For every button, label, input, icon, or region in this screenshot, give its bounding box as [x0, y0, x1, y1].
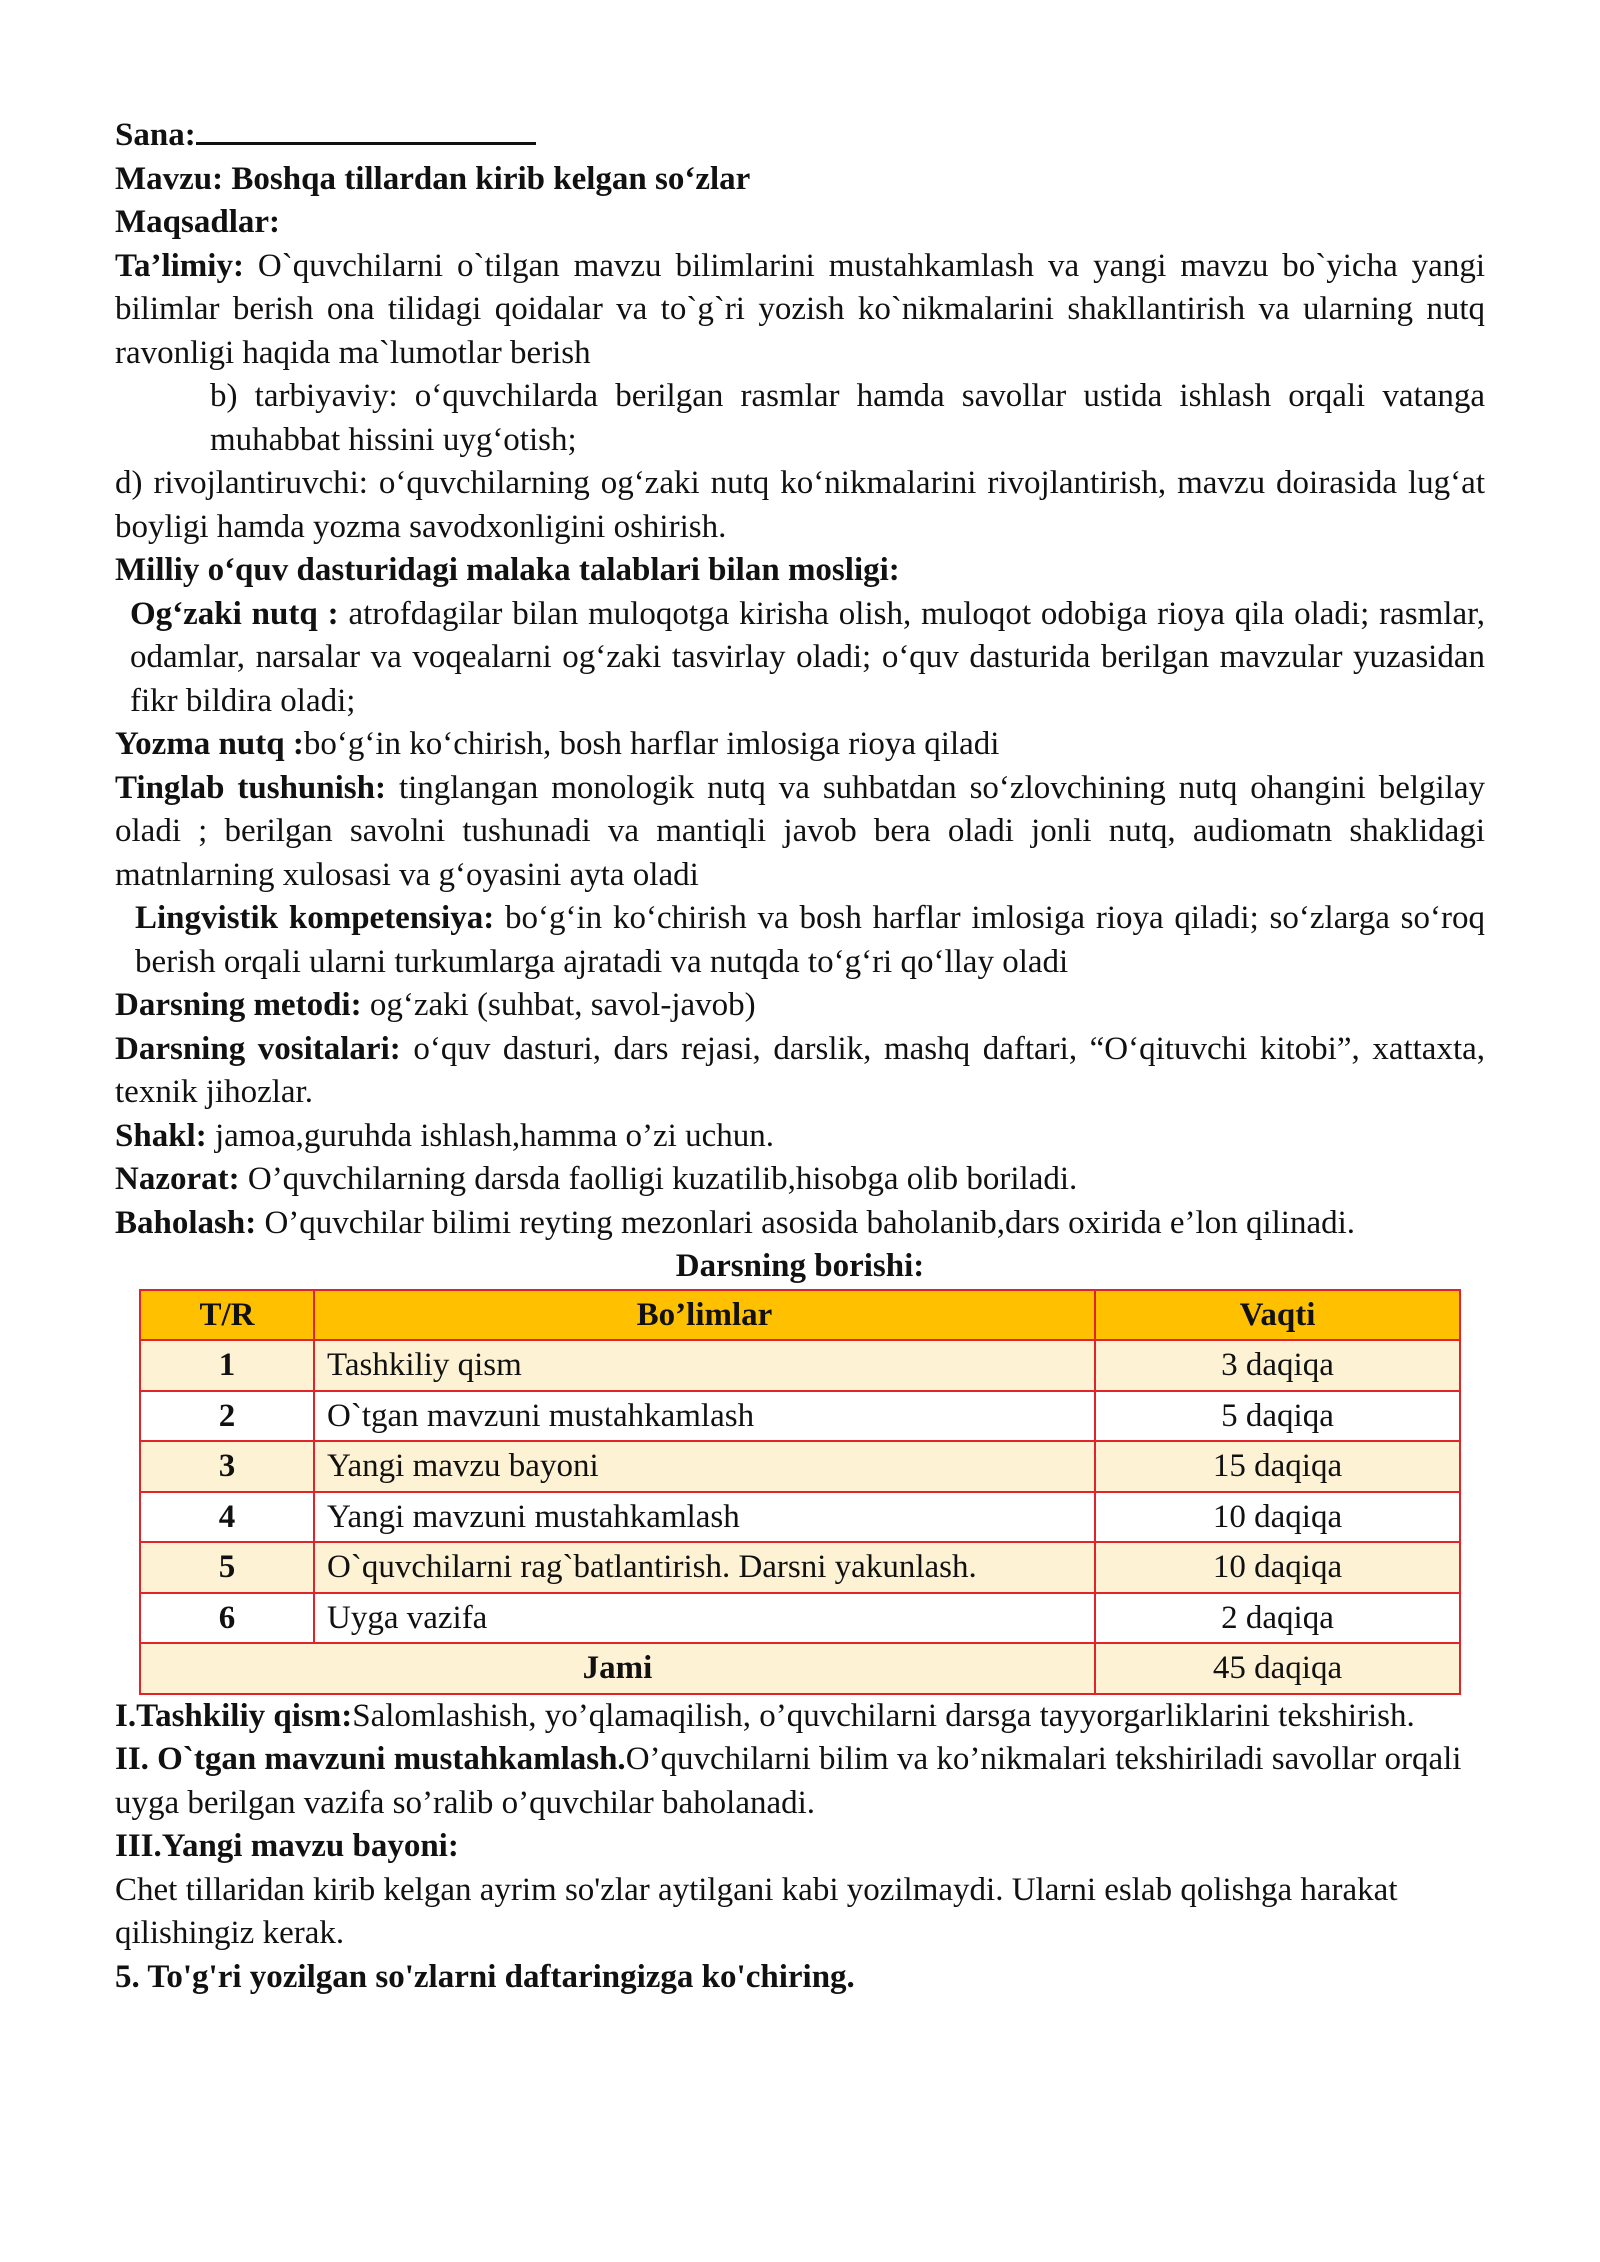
goal-talimiy-label: Ta’limiy: — [115, 247, 244, 284]
row-section: O`quvchilarni rag`batlantirish. Darsni yakunlash. — [314, 1542, 1095, 1593]
lesson-form-text: jamoa,guruhda ishlash,hamma o’zi uchun. — [214, 1117, 774, 1154]
stage-organizational-text: Salomlashish, yo’qlamaqilish, o’quvchilarni darsga tayyorgarliklarini tekshirish. — [352, 1697, 1415, 1734]
row-section: Tashkiliy qism — [314, 1340, 1095, 1391]
table-row — [140, 1391, 1460, 1442]
plan-heading-text: Darsning borishi: — [675, 1248, 925, 1284]
standard-oral-text: atrofdagilar bilan muloqotga kirisha olish, muloqot odobiga rioya qila oladi; rasmlar, odamlar, narsalar va voqealarni og‘zaki tasvirlay oladi; o‘quv dasturida berilgan mavzular yuzasidan fikr bildira oladi; — [130, 595, 1486, 719]
standard-written-label: Yozma nutq : — [115, 726, 304, 762]
lesson-tools-text: o‘quv dasturi, dars rejasi, darslik, mashq daftari, “O‘qituvchi kitobi”, xattaxta, texnik jihozlar. — [115, 1030, 1486, 1110]
lesson-assessment-label: Baholash: — [115, 1204, 257, 1241]
stage-new-topic-heading — [115, 1825, 1485, 1869]
stage-new-topic-label: III.Yangi mavzu bayoni: — [115, 1828, 459, 1864]
task-5 — [115, 1956, 1485, 2000]
row-number: 6 — [140, 1593, 314, 1644]
lesson-control-label: Nazorat: — [115, 1161, 240, 1197]
row-number: 5 — [140, 1542, 314, 1593]
column-header-sections: Bo’limlar — [314, 1290, 1095, 1341]
row-section: Uyga vazifa — [314, 1593, 1095, 1644]
stage-review-text: O’quvchilarni bilim va ko’nikmalari tekshiriladi savollar orqali uyga berilgan vazifa so’ralib o’quvchilar baholanadi. — [115, 1741, 1462, 1821]
stage-organizational-label: I.Tashkiliy qism: — [115, 1697, 353, 1734]
stage-new-topic-text: Chet tillaridan kirib kelgan ayrim so'zlar aytilgani kabi yozilmaydi. Ularni eslab qolishga harakat qilishingiz kerak. — [115, 1871, 1398, 1951]
row-time: 5 daqiqa — [1095, 1391, 1460, 1442]
goal-tarbiyaviy: b) tarbiyaviy: o‘quvchilarda berilgan rasmlar hamda savollar ustida ishlash orqali vatanga muhabbat hissini uyg‘otish; — [210, 378, 1485, 458]
date-blank — [196, 112, 536, 145]
row-number: 2 — [140, 1391, 314, 1442]
row-time: 3 daqiqa — [1095, 1340, 1460, 1391]
stage-review-label: II. O`tgan mavzuni mustahkamlash. — [115, 1741, 626, 1777]
standards-heading-text: Milliy o‘quv dasturidagi malaka talablari bilan mosligi: — [115, 552, 900, 588]
lesson-tools — [115, 1028, 1485, 1115]
lesson-control — [115, 1158, 1485, 1202]
date-line — [115, 112, 1485, 158]
topic-title: Boshqa tillardan kirib kelgan so‘zlar — [231, 160, 751, 197]
row-section: Yangi mavzu bayoni — [314, 1441, 1095, 1492]
lesson-plan-page — [115, 112, 1485, 1999]
lesson-assessment — [115, 1202, 1485, 1246]
total-time: 45 daqiqa — [1095, 1643, 1460, 1694]
column-header-number: T/R — [140, 1290, 314, 1341]
row-time: 2 daqiqa — [1095, 1593, 1460, 1644]
standard-oral-label: Og‘zaki nutq : — [130, 595, 339, 632]
table-row — [140, 1340, 1460, 1391]
row-section: Yangi mavzuni mustahkamlash — [314, 1492, 1095, 1543]
row-number: 1 — [140, 1340, 314, 1391]
table-total-row — [140, 1643, 1460, 1694]
goal-talimiy — [115, 245, 1485, 376]
topic-line — [115, 158, 1485, 202]
plan-heading — [115, 1245, 1485, 1289]
task-5-text: 5. To'g'ri yozilgan so'zlarni daftaringizga ko'chiring. — [115, 1958, 855, 1995]
lesson-method-text: og‘zaki (suhbat, savol-javob) — [369, 987, 756, 1023]
lesson-method — [115, 984, 1485, 1028]
standard-linguistic — [115, 897, 1485, 984]
lesson-form — [115, 1115, 1485, 1159]
row-number: 4 — [140, 1492, 314, 1543]
row-time: 15 daqiqa — [1095, 1441, 1460, 1492]
stage-organizational — [115, 1695, 1485, 1739]
standard-listening-text: tinglangan monologik nutq va suhbatdan so‘zlovchining nutq ohangini belgilay oladi ; berilgan savolni tushunadi va mantiqli javob bera oladi jonli nutq, audiomatn shaklidagi matnlarning xulosasi va g‘oyasini ayta oladi — [115, 769, 1485, 893]
row-section: O`tgan mavzuni mustahkamlash — [314, 1391, 1095, 1442]
lesson-control-text: O’quvchilarning darsda faolligi kuzatilib,hisobga olib boriladi. — [247, 1161, 1078, 1197]
lesson-plan-table — [139, 1289, 1461, 1695]
standard-written — [115, 723, 1485, 767]
table-row — [140, 1492, 1460, 1543]
row-time: 10 daqiqa — [1095, 1542, 1460, 1593]
goal-talimiy-text: O`quvchilarni o`tilgan mavzu bilimlarini mustahkamlash va yangi mavzu bo`yicha yangi bilimlar berish ona tilidagi qoidalar va to`g`ri yozish ko`nikmalarini shakllantirish va ularning nutq ravonligi haqida ma`lumotlar berish — [115, 247, 1485, 371]
date-label: Sana: — [115, 117, 196, 153]
standard-listening — [115, 767, 1485, 898]
stage-review — [115, 1738, 1485, 1825]
standard-oral — [115, 593, 1485, 724]
total-label: Jami — [140, 1643, 1095, 1694]
table-row — [140, 1593, 1460, 1644]
goals-heading-text: Maqsadlar: — [115, 204, 280, 240]
lesson-method-label: Darsning metodi: — [115, 987, 362, 1023]
table-header-row — [140, 1290, 1460, 1341]
standard-listening-label: Tinglab tushunish: — [115, 769, 386, 806]
goal-rivojlantiruvchi: d) rivojlantiruvchi: o‘quvchilarning og‘zaki nutq ko‘nikmalarini rivojlantirish, mavzu doirasida lug‘at boyligi hamda yozma savodxonligini oshirish. — [115, 465, 1485, 545]
topic-label: Mavzu: — [115, 160, 224, 197]
lesson-form-label: Shakl: — [115, 1117, 207, 1154]
lesson-tools-label: Darsning vositalari: — [115, 1030, 401, 1067]
standard-written-text: bo‘g‘in ko‘chirish, bosh harflar imlosiga rioya qiladi — [303, 726, 1000, 762]
lesson-assessment-text: O’quvchilar bilimi reyting mezonlari asosida baholanib,dars oxirida e’lon qilinadi. — [264, 1204, 1356, 1241]
column-header-time: Vaqti — [1095, 1290, 1460, 1341]
standard-linguistic-text: bo‘g‘in ko‘chirish va bosh harflar imlosiga rioya qiladi; so‘zlarga so‘roq berish orqali ularni turkumlarga ajratadi va nutqda to‘g‘ri qo‘llay oladi — [135, 900, 1485, 980]
standard-linguistic-label: Lingvistik kompetensiya: — [135, 900, 495, 936]
goals-heading — [115, 201, 1485, 245]
row-time: 10 daqiqa — [1095, 1492, 1460, 1543]
table-row — [140, 1441, 1460, 1492]
table-row — [140, 1542, 1460, 1593]
row-number: 3 — [140, 1441, 314, 1492]
standards-heading — [115, 549, 1485, 593]
